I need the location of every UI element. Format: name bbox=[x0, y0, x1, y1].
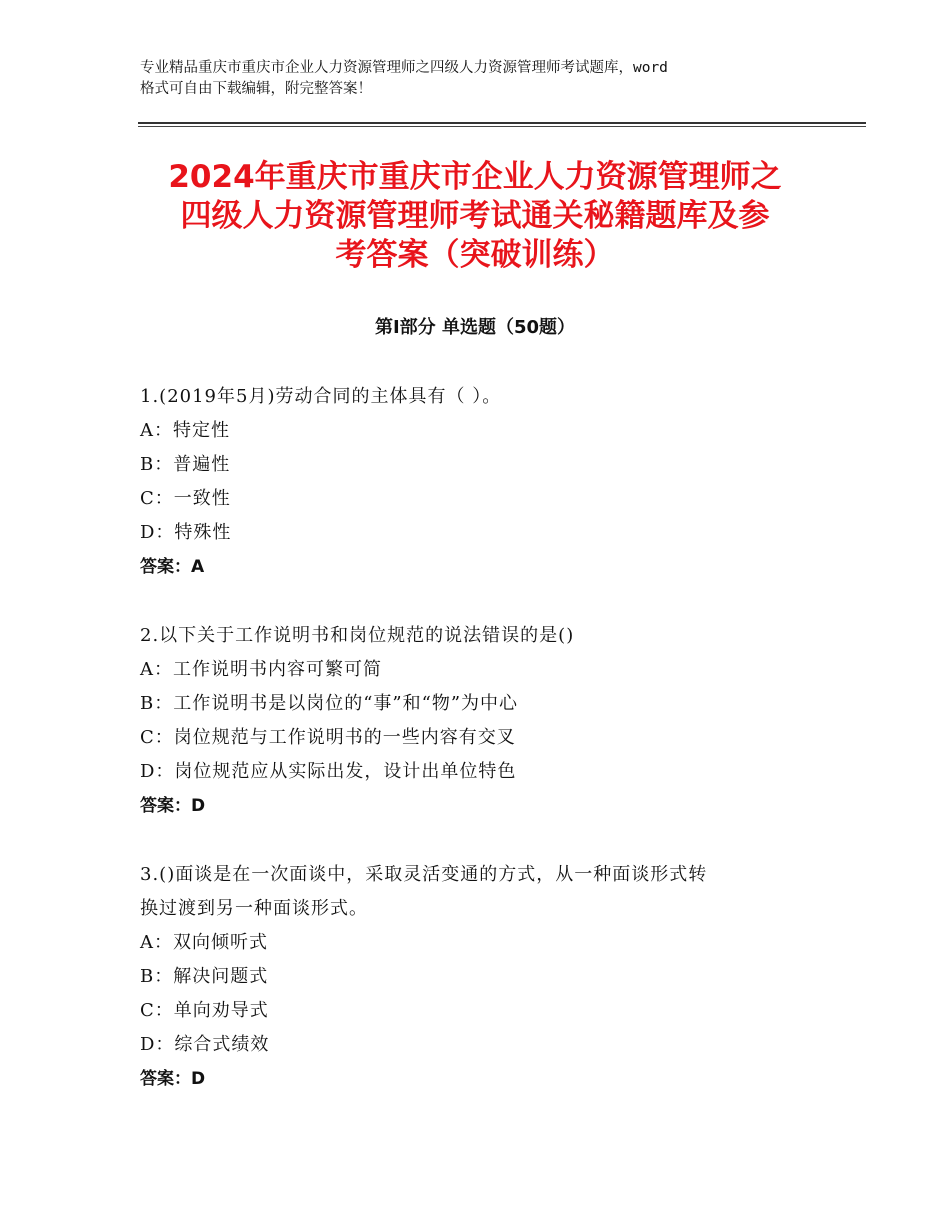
title-line: 四级人力资源管理师考试通关秘籍题库及参 bbox=[180, 198, 770, 234]
question-option: A：工作说明书内容可繁可简 bbox=[140, 659, 382, 680]
question-option: B：解决问题式 bbox=[140, 966, 269, 987]
header-rule-bottom bbox=[138, 126, 866, 127]
section-heading: 第Ⅰ部分 单选题（50题） bbox=[374, 317, 575, 338]
title-line: 2024年重庆市重庆市企业人力资源管理师之 bbox=[168, 159, 782, 195]
header-note-line: 格式可自由下载编辑，附完整答案！ bbox=[140, 81, 372, 97]
question-answer: 答案：D bbox=[140, 796, 206, 816]
question-option: C：一致性 bbox=[140, 488, 231, 509]
question-option: D：特殊性 bbox=[140, 522, 232, 543]
document-title bbox=[120, 158, 830, 275]
question-stem: 3.()面谈是在一次面谈中，采取灵活变通的方式，从一种面谈形式转 bbox=[140, 864, 708, 885]
question-stem: 换过渡到另一种面谈形式。 bbox=[140, 898, 368, 919]
question-option: A：特定性 bbox=[140, 420, 230, 441]
question-option: C：单向劝导式 bbox=[140, 1000, 269, 1021]
question-answer: 答案：A bbox=[140, 557, 205, 577]
question-option: D：岗位规范应从实际出发，设计出单位特色 bbox=[140, 761, 517, 782]
question-stem: 1.(2019年5月)劳动合同的主体具有（ ）。 bbox=[140, 386, 502, 407]
question-option: B：工作说明书是以岗位的“事”和“物”为中心 bbox=[140, 693, 519, 714]
question-item bbox=[140, 619, 820, 823]
question-option: D：综合式绩效 bbox=[140, 1034, 270, 1055]
header-rule-top bbox=[138, 122, 866, 124]
question-option: C：岗位规范与工作说明书的一些内容有交叉 bbox=[140, 727, 516, 748]
header-note-line: 专业精品重庆市重庆市企业人力资源管理师之四级人力资源管理师考试题库，word bbox=[140, 60, 668, 76]
question-option: A：双向倾听式 bbox=[140, 932, 268, 953]
question-stem: 2.以下关于工作说明书和岗位规范的说法错误的是() bbox=[140, 625, 575, 646]
question-item bbox=[140, 858, 820, 1096]
question-item bbox=[140, 380, 820, 584]
question-answer: 答案：D bbox=[140, 1069, 206, 1089]
question-option: B：普遍性 bbox=[140, 454, 231, 475]
title-line: 考答案（突破训练） bbox=[335, 237, 615, 273]
header-note bbox=[140, 58, 830, 100]
